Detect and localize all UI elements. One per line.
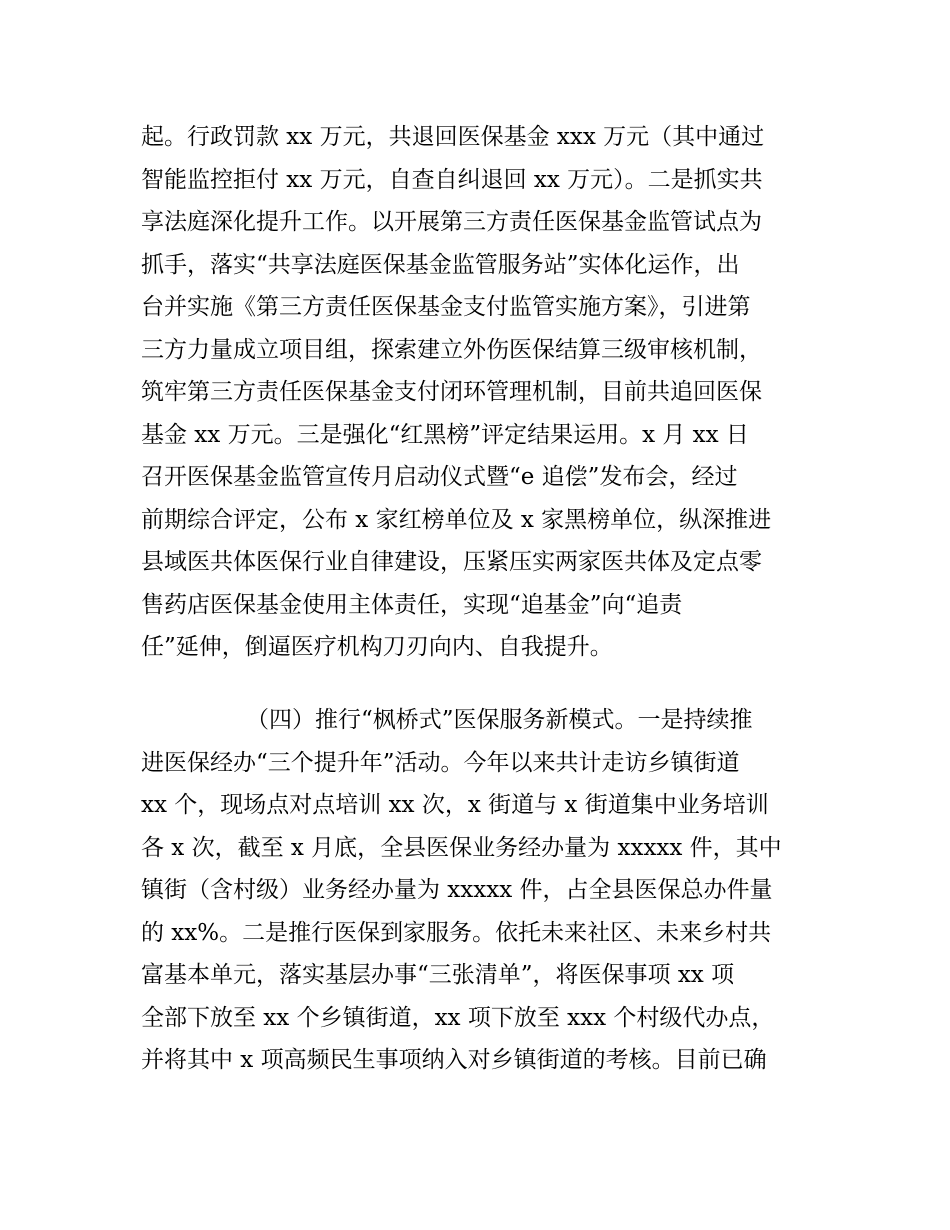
text-line: 基金 xx 万元。三是强化“红黑榜”评定结果运用。x 月 xx 日 <box>141 421 749 448</box>
text-line: 县域医共体医保行业自律建设，压紧压实两家医共体及定点零 <box>141 549 762 575</box>
section-heading-line: （四）推行“枫桥式”医保服务新模式。一是持续推 <box>246 707 753 733</box>
text-line: xx 个，现场点对点培训 xx 次，x 街道与 x 街道集中业务培训 <box>141 792 769 818</box>
text-line: 售药店医保基金使用主体责任，实现“追基金”向“追责 <box>141 591 683 618</box>
text-line: 筑牢第三方责任医保基金支付闭环管理机制，目前共追回医保 <box>141 379 762 405</box>
text-line: 享法庭深化提升工作。以开展第三方责任医保基金监管试点为 <box>141 209 762 235</box>
text-line: 进医保经办“三个提升年”活动。今年以来共计走访乡镇街道 <box>141 749 740 776</box>
text-line: 起。行政罚款 xx 万元，共退回医保基金 xxx 万元（其中通过 <box>141 124 765 150</box>
text-line: 召开医保基金监管宣传月启动仪式暨“e 追偿”发布会，经过 <box>141 464 738 490</box>
text-line: 全部下放至 xx 个乡镇街道，xx 项下放至 xxx 个村级代办点， <box>141 1004 775 1031</box>
paragraph-1 <box>141 116 821 669</box>
text-line: 智能监控拒付 xx 万元，自查自纠退回 xx 万元）。二是抓实共 <box>141 166 763 193</box>
text-line: 任”延伸，倒逼医疗机构刀刃向内、自我提升。 <box>141 634 613 660</box>
text-line: 前期综合评定，公布 x 家红榜单位及 x 家黑榜单位，纵深推进 <box>141 506 772 533</box>
text-line: 并将其中 x 项高频民生事项纳入对乡镇街道的考核。目前已确 <box>141 1047 767 1073</box>
text-line: 镇街（含村级）业务经办量为 xxxxx 件，占全县医保总办件量 <box>141 877 773 903</box>
text-line: 各 x 次，截至 x 月底，全县医保业务经办量为 xxxxx 件，其中 <box>141 834 782 861</box>
text-line: 富基本单元，落实基层办事“三张清单”，将医保事项 xx 项 <box>141 962 735 988</box>
text-line: 抓手，落实“共享法庭医保基金监管服务站”实体化运作，出 <box>141 251 740 278</box>
paragraph-2 <box>141 699 821 1082</box>
text-line: 台并实施《第三方责任医保基金支付监管实施方案》，引进第 <box>141 294 751 320</box>
text-line: 的 xx%。二是推行医保到家服务。依托未来社区、未来乡村共 <box>141 919 772 946</box>
text-line: 三方力量成立项目组，探索建立外伤医保结算三级审核机制， <box>141 336 762 363</box>
